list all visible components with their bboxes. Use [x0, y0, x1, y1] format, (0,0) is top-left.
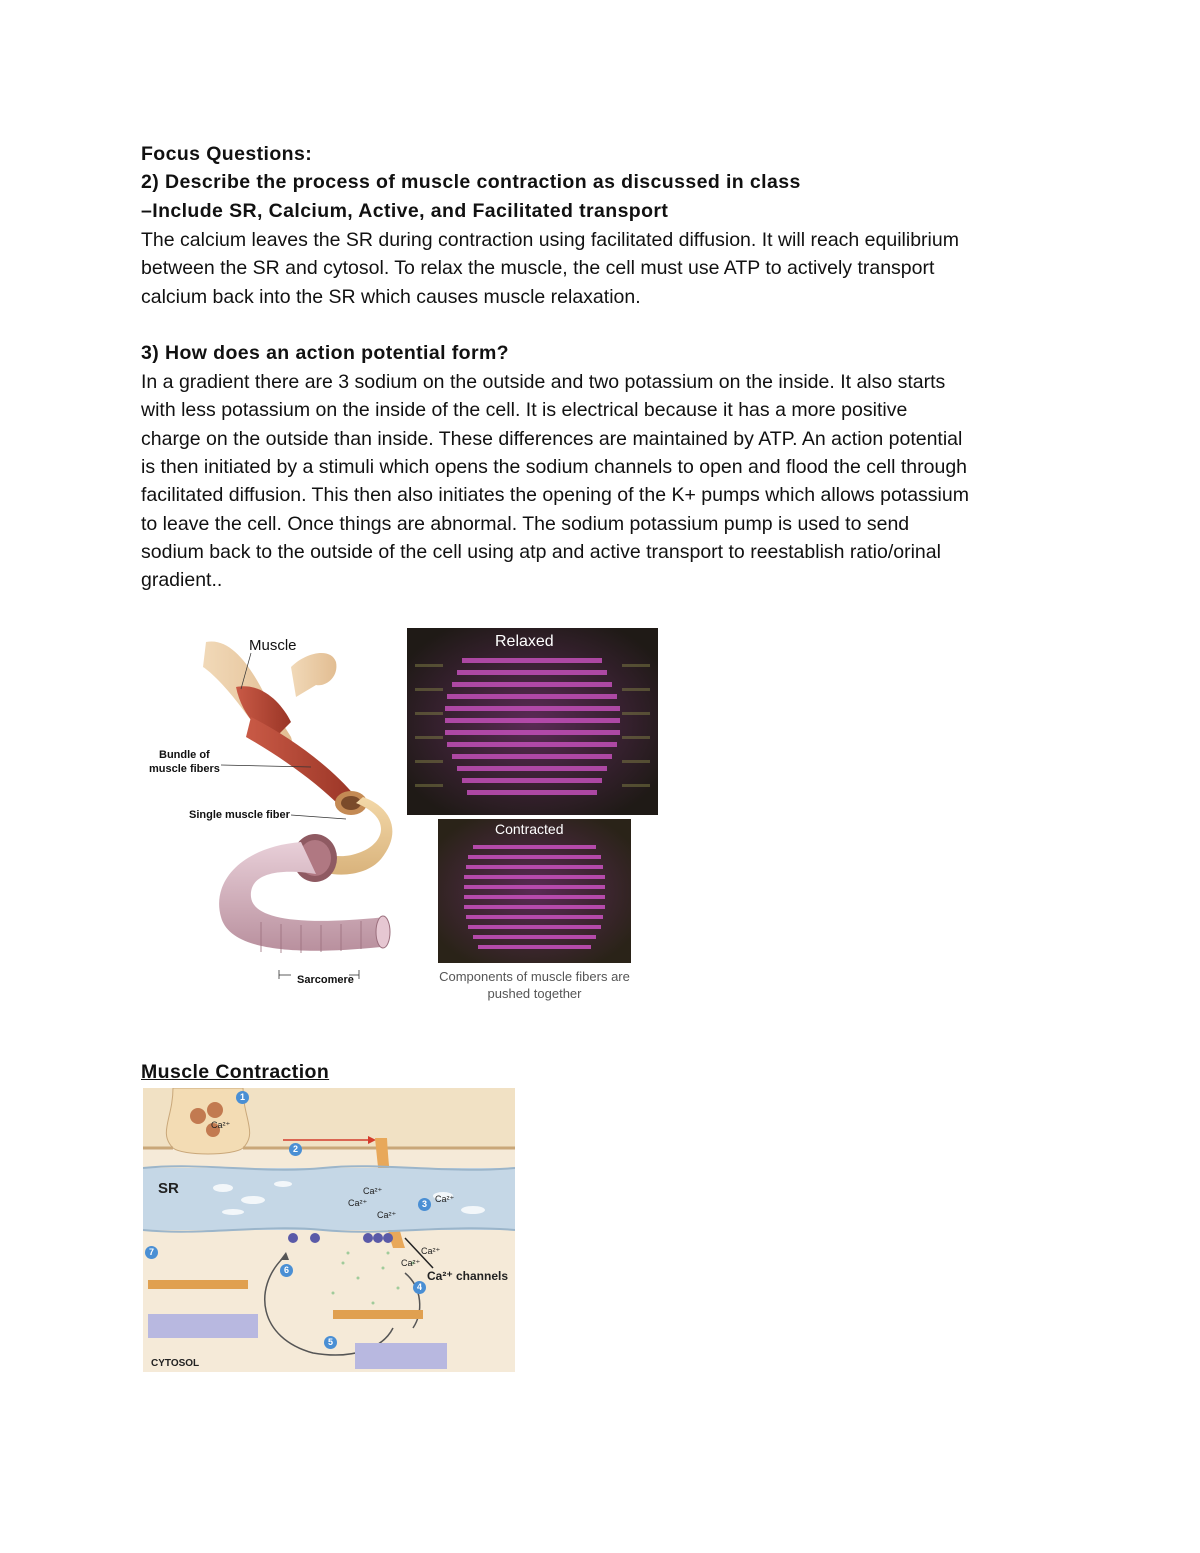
label-ca-channels: Ca²⁺ channels — [427, 1269, 509, 1283]
label-cytosol: CYTOSOL — [151, 1358, 200, 1369]
label-ca-cytosol-2: Ca²⁺ — [401, 1258, 421, 1268]
muscle-contraction-diagram — [143, 1088, 515, 1372]
muscle-anatomy-figure — [141, 627, 661, 1002]
contracted-title: Contracted — [495, 821, 564, 837]
label-ca-sr-1: Ca²⁺ — [363, 1186, 383, 1196]
question-3: 3) How does an action potential form? — [141, 342, 509, 364]
q3-answer-line-6: to leave the cell. Once things are abnormal. The sodium potassium pump is used to send — [141, 513, 910, 535]
q2-answer-line-3: calcium back into the SR which causes muscle relaxation. — [141, 286, 641, 308]
step-2-marker: 2 — [289, 1143, 302, 1156]
q3-answer-line-1: In a gradient there are 3 sodium on the outside and two potassium on the inside. It also starts — [141, 371, 946, 393]
label-bundle-line1: Bundle of — [159, 749, 210, 761]
q3-answer-line-5: facilitated diffusion. This then also initiates the opening of the K+ pumps which allows potassium — [141, 484, 969, 506]
question-2-subline: –Include SR, Calcium, Active, and Facilitated transport — [141, 200, 669, 222]
label-muscle: Muscle — [249, 637, 297, 654]
q3-answer-line-7: sodium back to the outside of the cell using atp and active transport to reestablish ratio/orinal — [141, 541, 941, 563]
label-bundle-line2: muscle fibers — [149, 763, 220, 775]
label-ca-sr-2: Ca²⁺ — [348, 1198, 368, 1208]
label-sarcomere: Sarcomere — [297, 974, 354, 986]
q3-answer-line-8: gradient.. — [141, 569, 223, 591]
step-5-marker: 5 — [324, 1336, 337, 1349]
question-2: 2) Describe the process of muscle contraction as discussed in class — [141, 171, 801, 193]
step-6-marker: 6 — [280, 1264, 293, 1277]
label-sr: SR — [158, 1180, 179, 1197]
figure-caption-line2: pushed together — [487, 986, 582, 1001]
label-ca-cytosol-1: Ca²⁺ — [421, 1246, 441, 1256]
step-4-marker: 4 — [413, 1281, 426, 1294]
relaxed-sarcomere-image — [407, 628, 658, 815]
step-3-marker: 3 — [418, 1198, 431, 1211]
q2-answer-line-2: between the SR and cytosol. To relax the muscle, the cell must use ATP to actively transport — [141, 257, 935, 279]
label-ca-vesicle: Ca²⁺ — [211, 1120, 231, 1130]
label-single-fiber: Single muscle fiber — [189, 809, 290, 821]
muscle-contraction-title: Muscle Contraction — [141, 1061, 330, 1083]
q3-answer-line-4: is then initiated by a stimuli which opens the sodium channels to open and flood the cell through — [141, 456, 968, 478]
step-1-marker: 1 — [236, 1091, 249, 1104]
q3-answer-line-2: with less potassium on the inside of the cell. It is electrical because it has a more positive — [141, 399, 908, 421]
focus-questions-heading: Focus Questions: — [141, 143, 313, 165]
contraction-diagram-art — [143, 1088, 515, 1372]
relaxed-title: Relaxed — [495, 633, 554, 650]
contracted-panel — [438, 819, 631, 963]
relaxed-panel — [407, 628, 658, 815]
q3-answer-line-3: charge on the outside than inside. These differences are maintained by ATP. An action potential — [141, 428, 963, 450]
contracted-sarcomere-image — [438, 819, 631, 963]
q2-answer-line-1: The calcium leaves the SR during contraction using facilitated diffusion. It will reach equilibrium — [141, 229, 959, 251]
label-ca-sr-4: Ca²⁺ — [435, 1194, 455, 1204]
step-7-marker: 7 — [145, 1246, 158, 1259]
figure-caption-line1: Components of muscle fibers are — [439, 969, 630, 984]
label-ca-sr-3: Ca²⁺ — [377, 1210, 397, 1220]
